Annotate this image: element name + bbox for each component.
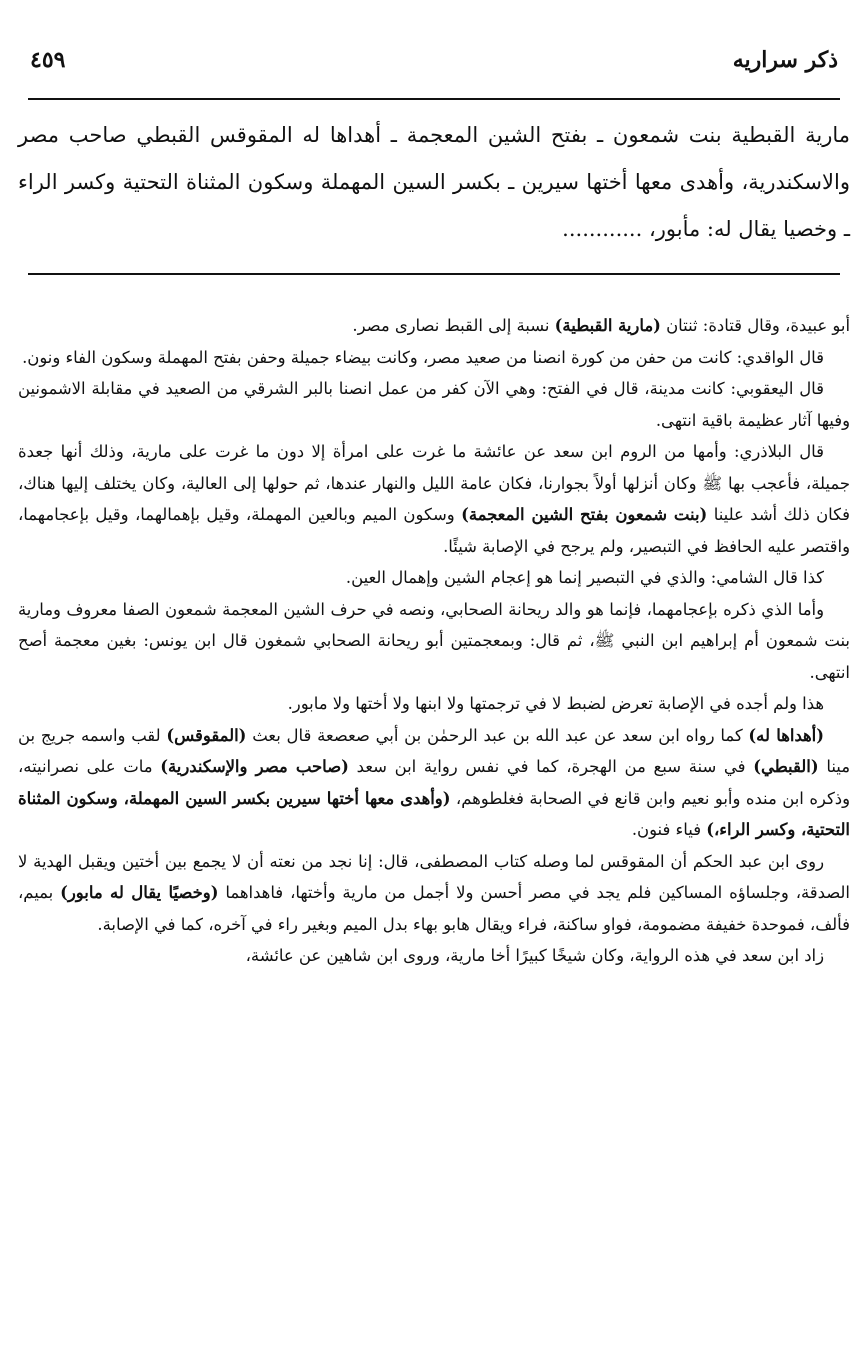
commentary-paragraph: زاد ابن سعد في هذه الرواية، وكان شيخًا كبيرًا أخا مارية، وروى ابن شاهين عن عائشة، bbox=[245, 946, 824, 965]
main-text: مارية القبطية بنت شمعون ـ بفتح الشين المعجمة ـ أهداها له المقوقس القبطي صاحب مصر والاسكندرية، وأهدى معها أختها سيرين ـ بكسر السين المهملة وسكون المثناة التحتية وكسر الراء ـ وخصيا يقال له: مأبور، ............ bbox=[18, 123, 850, 241]
commentary-paragraph: أبو عبيدة، وقال قتادة: ثنتان (مارية القبطية) نسبة إلى القبط نصارى مصر. bbox=[352, 316, 850, 335]
commentary-paragraph: وأما الذي ذكره بإعجامهما، فإنما هو والد ريحانة الصحابي، ونصه في حرف الشين المعجمة شمعون الصفا معروف ومارية بنت شمعون أم إبراهيم ابن النبي ﷺ، ثم قال: وبمعجمتين أبو ريحانة الصحابي شمغون قال ابن يونس: بغين معجمة أصح انتهى. bbox=[18, 599, 850, 682]
commentary bbox=[18, 310, 850, 1350]
header-rule bbox=[28, 98, 840, 100]
commentary-paragraph: قال اليعقوبي: كانت مدينة، قال في الفتح: وهي الآن كفر من عمل انصنا بالبر الشرقي من الصعيد في مقابلة الاشمونين وفيها آثار عظيمة باقية انتهى. bbox=[18, 379, 850, 430]
commentary-paragraph: روى ابن عبد الحكم أن المقوقس لما وصله كتاب المصطفى، قال: إنا نجد من نعته أن لا يجمع بين أختين ويقبل الهدية لا الصدقة، وجلساؤه المساكين فلم يجد في مصر أحسن ولا أجمل من مارية وأختها، فاهداهما (وخصيًا يقال له مابور) بميم، فألف، فموحدة خفيفة مضمومة، فواو ساكنة، فراء ويقال هابو بهاء بدل الميم وبغير راء في آخره، كما في الإصابة. bbox=[18, 851, 850, 934]
commentary-paragraph: (أهداها له) كما رواه ابن سعد عن عبد الله بن عبد الرحمٰن بن أبي صعصعة قال بعث (المقوقس) لقب واسمه جريج بن مينا (القبطي) في سنة سبع من الهجرة، كما في نفس رواية ابن سعد (صاحب مصر والإسكندرية) مات على نصرانيته، وذكره ابن منده وأبو نعيم وابن قانع في الصحابة فغلطوهم، (وأهدى معها أختها سيرين بكسر السين المهملة، وسكون المثناة التحتية، وكسر الراء،) فياء فنون. bbox=[18, 725, 851, 839]
page-header bbox=[30, 38, 838, 82]
commentary-paragraph: كذا قال الشامي: والذي في التبصير إنما هو إعجام الشين وإهمال العين. bbox=[345, 568, 824, 587]
page-number: ٤٥٩ bbox=[30, 47, 66, 73]
commentary-paragraph: قال البلاذري: وأمها من الروم ابن سعد عن عائشة ما غرت على امرأة إلا دون ما غرت على مارية، وذلك أنها جعدة جميلة، فأعجب بها ﷺ وكان أنزلها أولاً بجوارنا، فكان عامة الليل والنهار عندها، ثم حولها إلى العالية، وكان يختلف إليها هناك، فكان ذلك أشد علينا (بنت شمعون بفتح الشين المعجمة) وسكون الميم وبالعين المهملة، وقيل بإهمالهما، وقيل بإعجامهما، واقتصر عليه الحافظ في التبصير، ولم يرجح في الإصابة شيئًا. bbox=[18, 442, 850, 556]
commentary-paragraph: قال الواقدي: كانت من حفن من كورة انصنا من صعيد مصر، وكانت بيضاء جميلة وحفن بفتح المهملة وسكون الفاء ونون. bbox=[22, 347, 824, 367]
main-text-block bbox=[18, 112, 850, 270]
main-text-rule bbox=[28, 273, 840, 275]
page-title: ذكر سراريه bbox=[732, 47, 838, 73]
commentary-paragraph: هذا ولم أجده في الإصابة تعرض لضبط لا في ترجمتها ولا ابنها ولا أختها ولا مابور. bbox=[287, 694, 824, 713]
